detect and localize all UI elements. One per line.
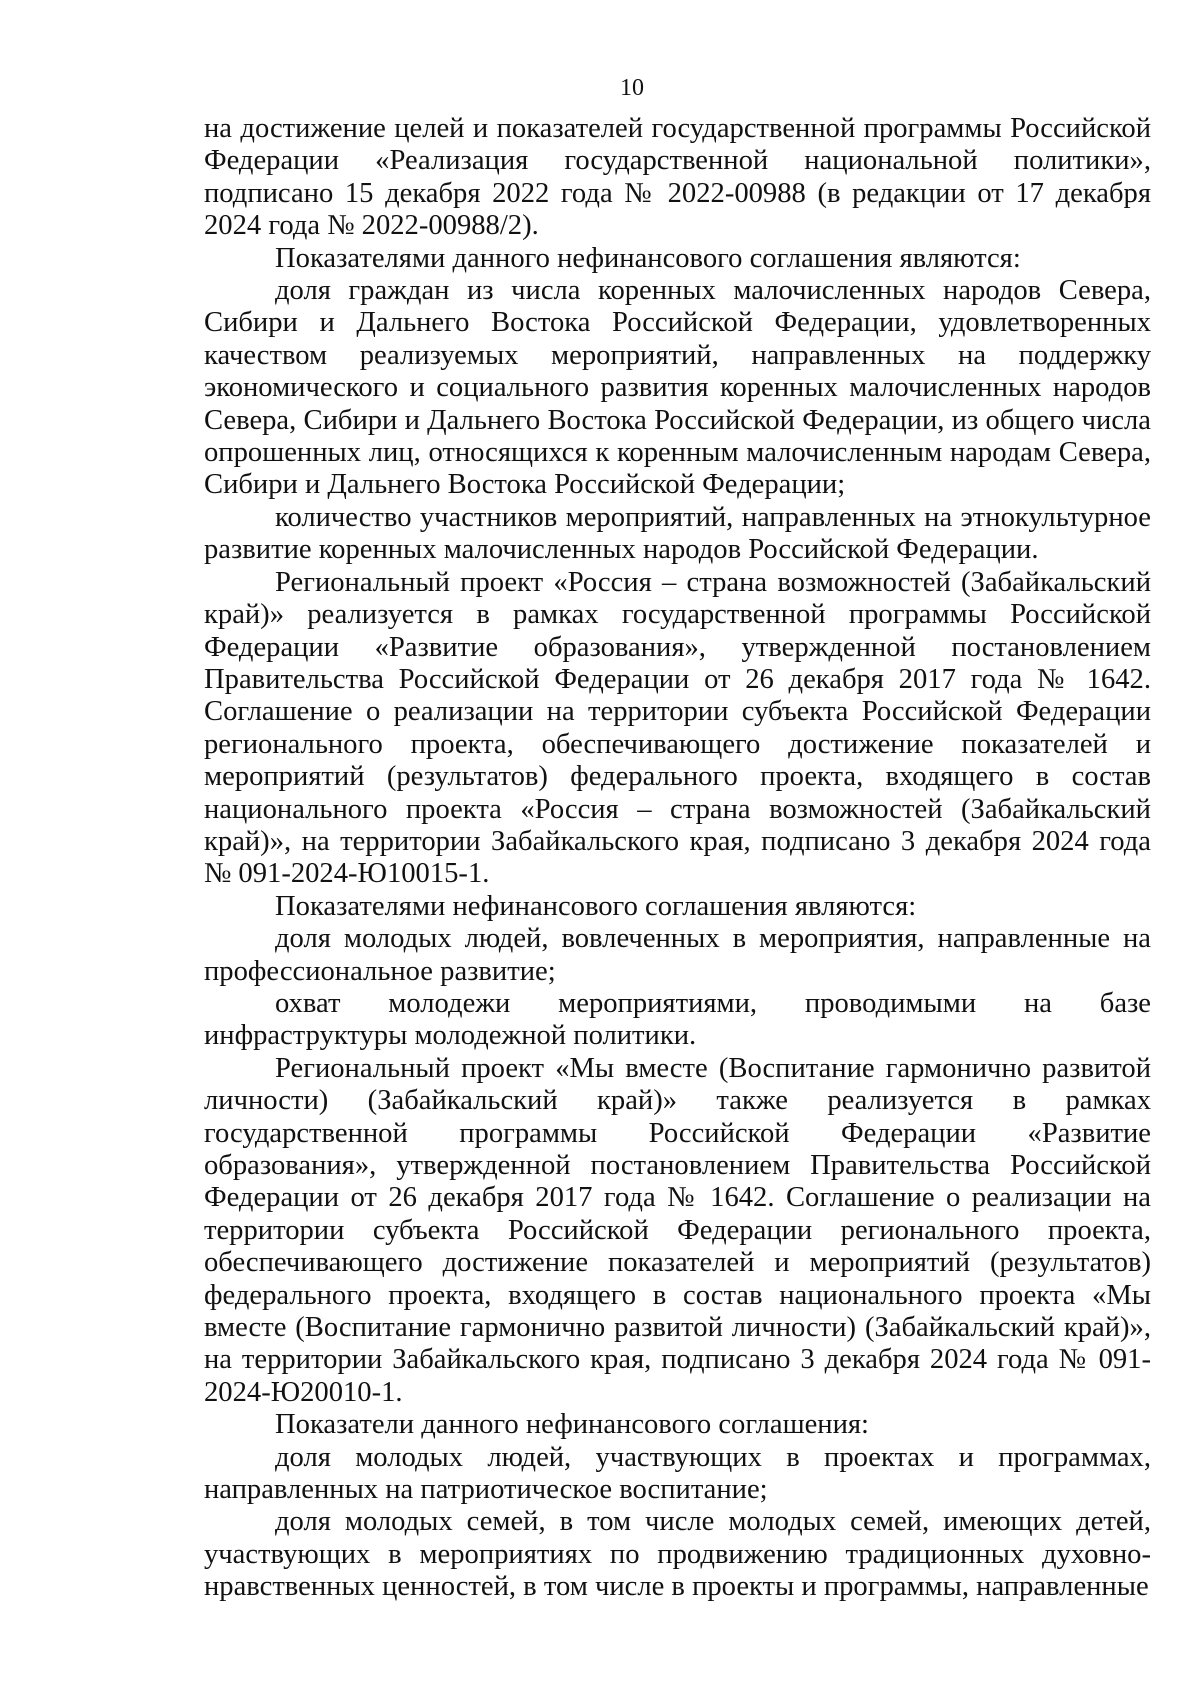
paragraph-indicator: количество участников мероприятий, направленных на этнокультурное развитие коренных малочисленных народов Российской Федерации. bbox=[204, 501, 1151, 566]
paragraph-indicator: доля молодых людей, участвующих в проектах и программах, направленных на патриотическое воспитание; bbox=[204, 1441, 1151, 1506]
paragraph-indicator: доля молодых людей, вовлеченных в мероприятия, направленные на профессиональное развитие; bbox=[204, 923, 1151, 987]
paragraph-indicator: доля граждан из числа коренных малочисленных народов Севера, Сибири и Дальнего Востока Российской Федерации, удовлетворенных качеством реализуемых мероприятий, направленных на поддержку экономического и социального развития коренных малочисленных народов Севера, Сибири и Дальнего Востока Российской Федерации, из общего числа опрошенных лиц, относящихся к коренным малочисленным народам Севера, Сибири и Дальнего Востока Российской Федерации; bbox=[204, 275, 1151, 501]
paragraph-indicators-heading: Показатели данного нефинансового соглашения: bbox=[275, 1409, 870, 1441]
paragraph-continuation: на достижение целей и показателей государственной программы Российской Федерации «Реализация государственной национальной политики», подписано 15 декабря 2022 года № 2022-00988 (в редакции от 17 декабря 2024 года № 2022-00988/2). bbox=[204, 113, 1151, 242]
paragraph-indicators-heading: Показателями нефинансового соглашения являются: bbox=[275, 890, 917, 922]
page-number: 10 bbox=[620, 75, 644, 101]
paragraph-indicators-heading: Показателями данного нефинансового соглашения являются: bbox=[275, 242, 1021, 274]
paragraph-regional-project: Региональный проект «Мы вместе (Воспитание гармонично развитой личности) (Забайкальский край)» также реализуется в рамках государственной программы Российской Федерации «Развитие образования», утвержденной постановлением Правительства Российской Федерации от 26 декабря 2017 года № 1642. Соглашение о реализации на территории субъекта Российской Федерации регионального проекта, обеспечивающего достижение показателей и мероприятий (результатов) федерального проекта, входящего в состав национального проекта «Мы вместе (Воспитание гармонично развитой личности) (Забайкальский край)», на территории Забайкальского края, подписано 3 декабря 2024 года № 091-2024-Ю20010-1. bbox=[204, 1052, 1151, 1408]
paragraph-regional-project: Региональный проект «Россия – страна возможностей (Забайкальский край)» реализуется в рамках государственной программы Российской Федерации «Развитие образования», утвержденной постановлением Правительства Российской Федерации от 26 декабря 2017 года № 1642. Соглашение о реализации на территории субъекта Российской Федерации регионального проекта, обеспечивающего достижение показателей и мероприятий (результатов) федерального проекта, входящего в состав национального проекта «Россия – страна возможностей (Забайкальский край)», на территории Забайкальского края, подписано 3 декабря 2024 года № 091-2024-Ю10015-1. bbox=[204, 566, 1151, 890]
paragraph-indicator: доля молодых семей, в том числе молодых семей, имеющих детей, участвующих в мероприятиях по продвижению традиционных духовно-нравственных ценностей, в том числе в проекты и программы, направленные bbox=[204, 1506, 1151, 1603]
document-body bbox=[204, 113, 1151, 1604]
paragraph-indicator: охват молодежи мероприятиями, проводимыми на базе инфраструктуры молодежной политики. bbox=[204, 987, 1151, 1052]
